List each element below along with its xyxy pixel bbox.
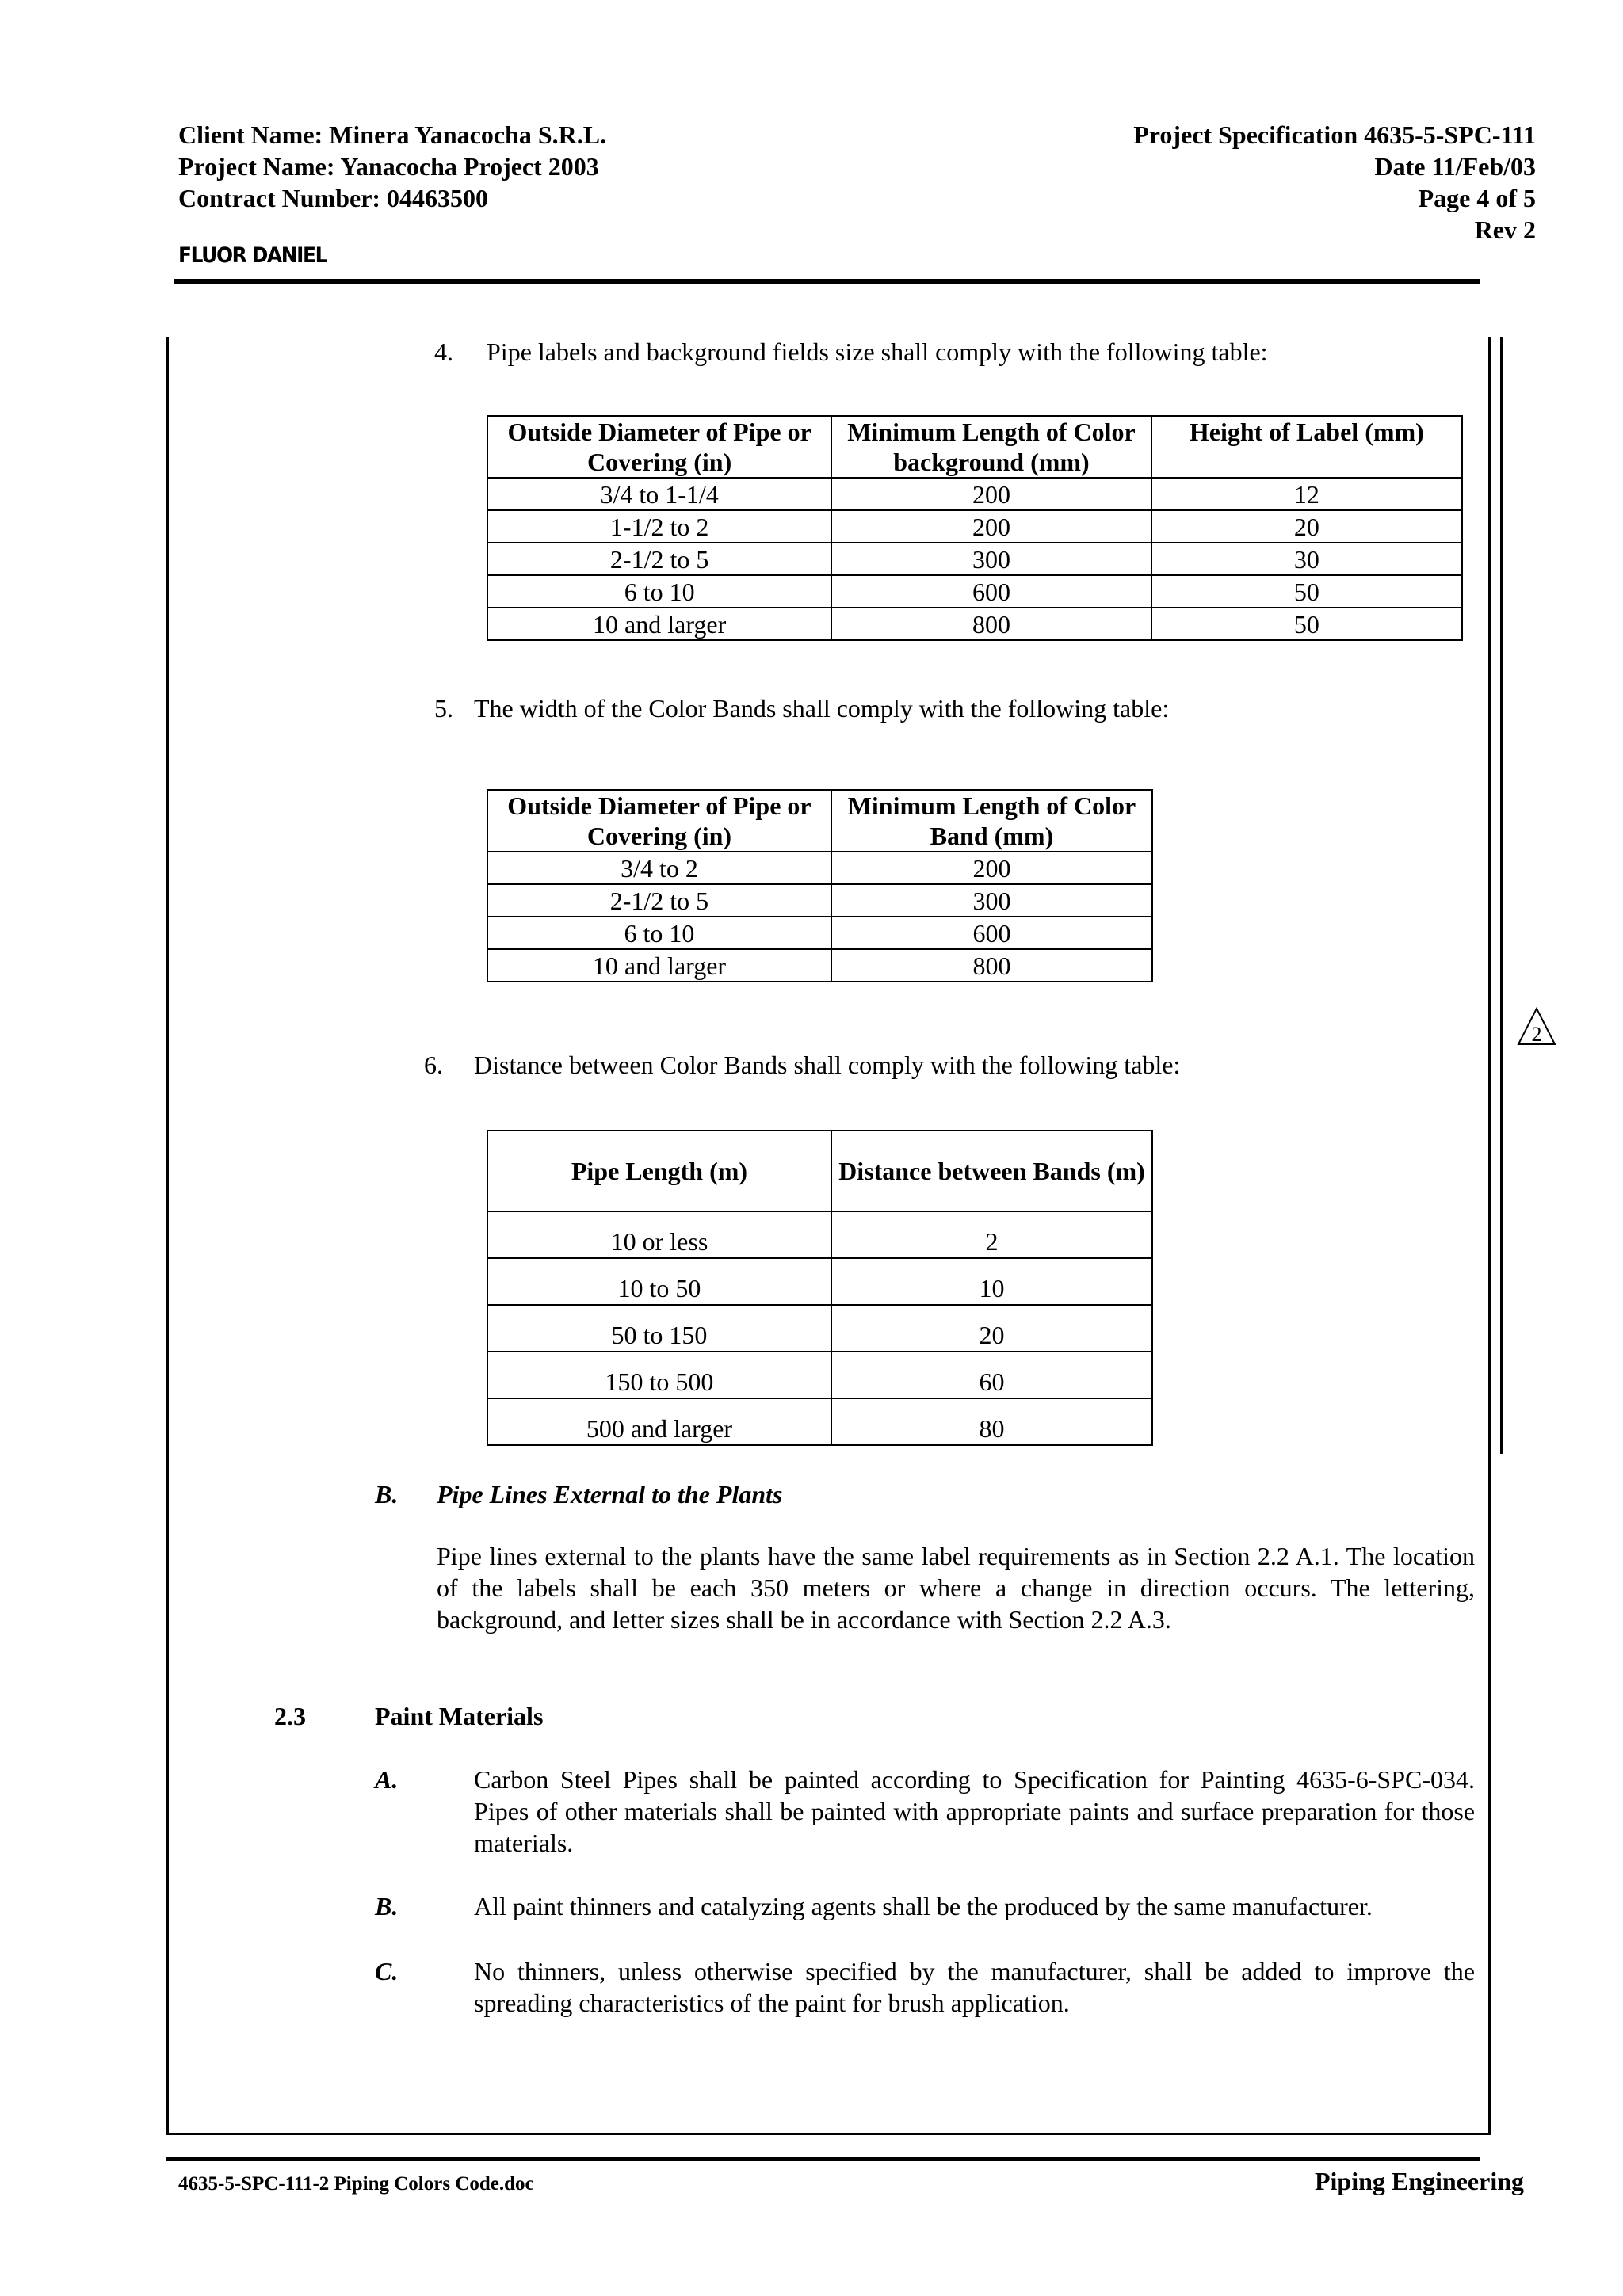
doc-date: Date 11/Feb/03 (1374, 152, 1536, 181)
table-cell: 2-1/2 to 5 (487, 884, 831, 917)
header-right (1133, 119, 1536, 246)
table-cell: 30 (1151, 543, 1462, 575)
table-cell: 200 (831, 852, 1152, 884)
item-6-number: 6. (424, 1051, 443, 1079)
band-distance-table (487, 1130, 1153, 1446)
item-6-text: Distance between Color Bands shall comply with the following table: (474, 1051, 1181, 1079)
table-cell: 600 (831, 575, 1151, 608)
revision-bar (1500, 337, 1503, 1454)
table-cell: 50 (1151, 575, 1462, 608)
table-header: Pipe Length (m) (487, 1131, 831, 1211)
table-cell: 50 (1151, 608, 1462, 640)
table-header: Outside Diameter of Pipe or Covering (in) (487, 416, 831, 478)
footer-department: Piping Engineering (1314, 2167, 1524, 2195)
revision-triangle-icon (1516, 1006, 1557, 1047)
project-spec: Project Specification 4635-5-SPC-111 (1133, 120, 1536, 149)
table-row (487, 575, 1462, 608)
table-cell: 200 (831, 510, 1151, 543)
table-cell: 800 (831, 949, 1152, 982)
header-rule (174, 279, 1480, 284)
section-b-body: Pipe lines external to the plants have the same label requirements as in Section 2.2 A.1. The location of the labels shall be each 350 meters or where a change in direction occurs. The lettering, background, and letter sizes shall be in accordance with Section 2.2 A.3. (437, 1542, 1475, 1634)
table-cell: 500 and larger (487, 1398, 831, 1445)
paint-item-a-text: Carbon Steel Pipes shall be painted according to Specification for Painting 4635-6-SPC-034. Pipes of other materials shall be painted with appropriate paints and surface preparation for those materials. (474, 1765, 1475, 1857)
table-cell: 50 to 150 (487, 1305, 831, 1352)
table-cell: 60 (831, 1352, 1152, 1398)
client-name: Client Name: Minera Yanacocha S.R.L. (178, 120, 607, 149)
table-cell: 20 (831, 1305, 1152, 1352)
table-row (487, 917, 1152, 949)
table-row (487, 1211, 1152, 1258)
section-b-title: Pipe Lines External to the Plants (437, 1480, 783, 1508)
table-row (487, 949, 1152, 982)
table-cell: 3/4 to 1-1/4 (487, 478, 831, 510)
section-b-letter: B. (375, 1480, 399, 1508)
section-2-3-number: 2.3 (274, 1702, 306, 1730)
table-row (487, 510, 1462, 543)
table-cell: 20 (1151, 510, 1462, 543)
table-header: Distance between Bands (m) (831, 1131, 1152, 1211)
label-size-table (487, 415, 1463, 641)
item-4-number: 4. (434, 338, 453, 366)
table-row (487, 543, 1462, 575)
table-header: Minimum Length of Color Band (mm) (831, 790, 1152, 852)
table-row (487, 1258, 1152, 1305)
table-row (487, 852, 1152, 884)
table-cell: 12 (1151, 478, 1462, 510)
table-cell: 10 (831, 1258, 1152, 1305)
footer-filename: 4635-5-SPC-111-2 Piping Colors Code.doc (178, 2173, 534, 2195)
contract-number: Contract Number: 04463500 (178, 184, 489, 212)
revision: Rev 2 (1474, 215, 1536, 244)
table-cell: 300 (831, 884, 1152, 917)
table-cell: 3/4 to 2 (487, 852, 831, 884)
table-cell: 10 or less (487, 1211, 831, 1258)
table-header: Outside Diameter of Pipe or Covering (in) (487, 790, 831, 852)
project-name: Project Name: Yanacocha Project 2003 (178, 152, 599, 181)
table-cell: 1-1/2 to 2 (487, 510, 831, 543)
table-row (487, 1352, 1152, 1398)
table-cell: 600 (831, 917, 1152, 949)
frame-right (1488, 337, 1491, 2135)
section-2-3-title: Paint Materials (375, 1702, 544, 1730)
table-header: Height of Label (mm) (1151, 416, 1462, 478)
item-4-text: Pipe labels and background fields size shall comply with the following table: (487, 338, 1268, 366)
table-cell: 2 (831, 1211, 1152, 1258)
footer-rule (166, 2157, 1480, 2161)
table-row (487, 478, 1462, 510)
header-left (178, 119, 606, 214)
table-cell: 10 and larger (487, 949, 831, 982)
table-row (487, 1305, 1152, 1352)
paint-item-b-text: All paint thinners and catalyzing agents shall be the produced by the same manufacturer. (474, 1892, 1373, 1920)
frame-left (166, 337, 169, 2135)
table-cell: 80 (831, 1398, 1152, 1445)
paint-item-c-text: No thinners, unless otherwise specified by the manufacturer, shall be added to improve the spreading characteristics of the paint for brush application. (474, 1957, 1475, 2017)
table-cell: 150 to 500 (487, 1352, 831, 1398)
table-cell: 800 (831, 608, 1151, 640)
company-logo: FLUOR DANIEL (178, 243, 327, 268)
table-row (487, 884, 1152, 917)
paint-item-a-letter: A. (375, 1765, 399, 1794)
table-header: Minimum Length of Color background (mm) (831, 416, 1151, 478)
table-row (487, 608, 1462, 640)
item-5-number: 5. (434, 694, 453, 723)
table-cell: 6 to 10 (487, 575, 831, 608)
paint-item-c-letter: C. (375, 1957, 399, 1985)
table-cell: 10 and larger (487, 608, 831, 640)
frame-bottom (166, 2133, 1491, 2135)
table-cell: 10 to 50 (487, 1258, 831, 1305)
table-cell: 300 (831, 543, 1151, 575)
color-band-width-table (487, 789, 1153, 982)
revision-triangle-number: 2 (1531, 1023, 1542, 1046)
paint-item-b-letter: B. (375, 1892, 399, 1920)
table-cell: 2-1/2 to 5 (487, 543, 831, 575)
table-cell: 6 to 10 (487, 917, 831, 949)
page-number: Page 4 of 5 (1418, 184, 1536, 212)
item-5-text: The width of the Color Bands shall comply with the following table: (474, 694, 1170, 723)
table-cell: 200 (831, 478, 1151, 510)
table-row (487, 1398, 1152, 1445)
